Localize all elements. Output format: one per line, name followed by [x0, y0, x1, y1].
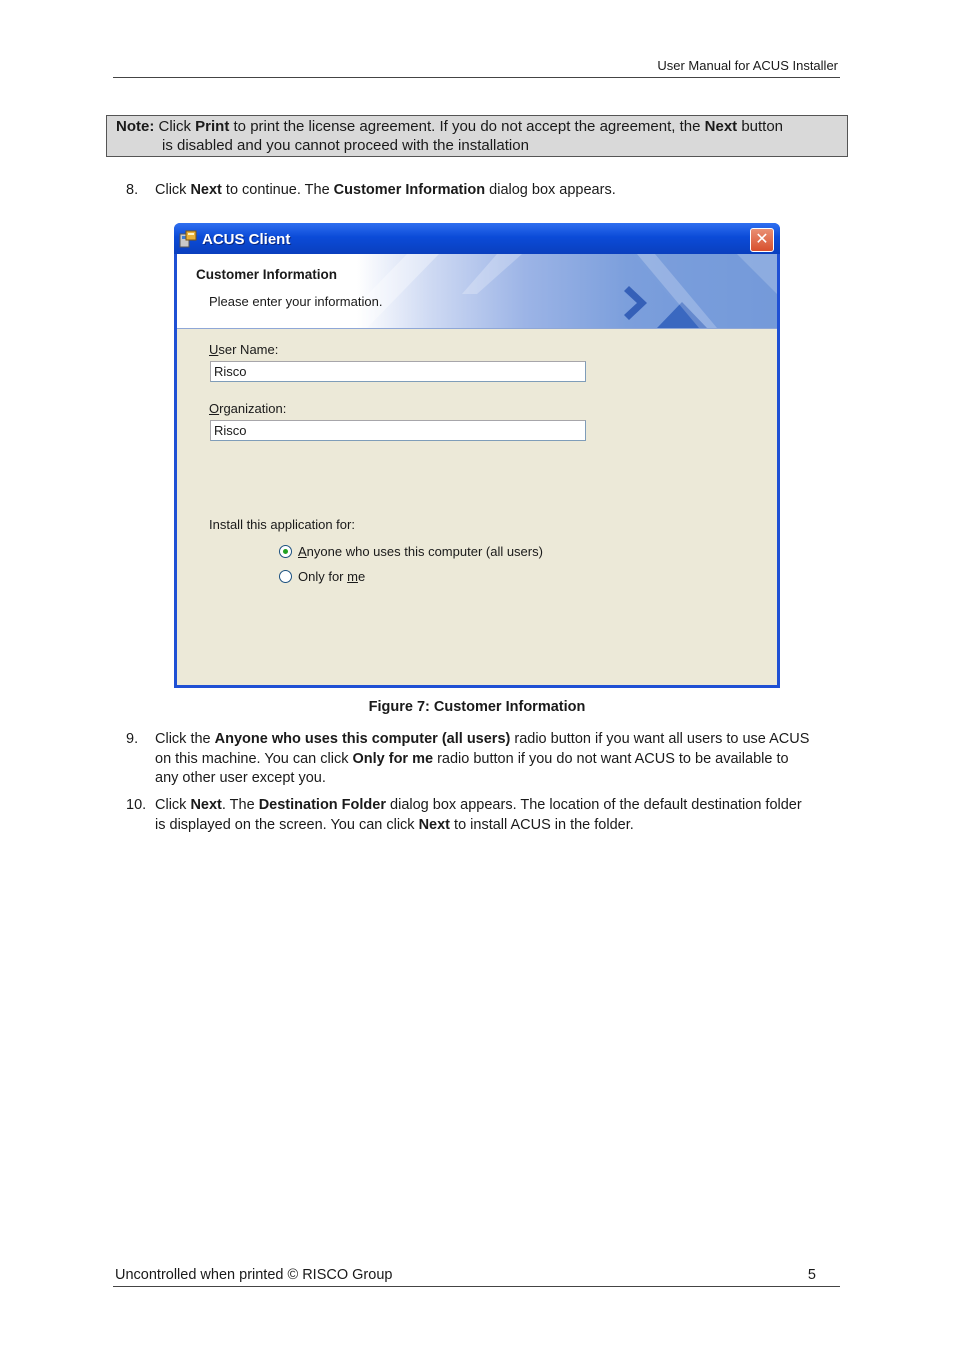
banner-subtitle: Please enter your information.: [209, 294, 383, 309]
close-button[interactable]: [750, 228, 774, 252]
header-title: User Manual for ACUS Installer: [657, 58, 838, 73]
customer-information-dialog: [174, 223, 780, 688]
radio-only-for-me-label: Only for me: [298, 569, 366, 584]
radio-all-users-label: Anyone who uses this computer (all users): [298, 544, 543, 559]
step-text: Click Next to continue. The Customer Information dialog box appears.: [155, 182, 616, 198]
note-line-2: is disabled and you cannot proceed with the installation: [162, 137, 529, 154]
step-text: Click Next. The Destination Folder dialog box appears. The location of the default destination folder is displayed on the screen. You can click Next to install ACUS in the folder.: [155, 797, 802, 833]
organization-input[interactable]: [210, 420, 586, 441]
note-bold: Print: [195, 118, 230, 135]
radio-selected-icon: [279, 545, 292, 558]
user-name-label: User Name:: [209, 342, 279, 357]
install-for-label: Install this application for:: [209, 517, 355, 532]
page-number: 5: [807, 1267, 816, 1283]
step-9: [126, 730, 846, 790]
installer-app-icon: [179, 230, 197, 248]
page-footer: [113, 1266, 840, 1287]
note-text: to print the license agreement. If you do not accept the agreement, the: [229, 118, 705, 135]
dialog-titlebar[interactable]: [174, 223, 780, 254]
step-number: 10.: [126, 797, 147, 813]
dialog-client-area: [177, 254, 777, 685]
step-10: [126, 796, 846, 836]
user-name-value: Risco: [214, 364, 247, 379]
banner-title: Customer Information: [196, 267, 338, 282]
note-bold: Next: [704, 118, 738, 135]
user-name-input[interactable]: [210, 361, 586, 382]
dialog-banner: [177, 254, 777, 329]
footer-copyright: Uncontrolled when printed © RISCO Group: [115, 1267, 393, 1283]
note-text: Click: [154, 118, 196, 135]
radio-unselected-icon: [279, 570, 292, 583]
step-8: [126, 181, 846, 201]
page-header: [113, 57, 840, 78]
step-number: 8.: [126, 182, 139, 198]
close-icon: ✕: [755, 231, 769, 248]
note-box: [106, 115, 848, 157]
step-text: Click the Anyone who uses this computer (all users) radio button if you want all users to use ACUS on this machine. You can click Only for me radio button if you do not want ACUS to be available to any other user except you.: [155, 731, 810, 786]
note-line-1: [116, 118, 783, 136]
step-number: 9.: [126, 731, 139, 747]
banner-graphic: [177, 254, 777, 328]
note-text: button: [737, 118, 784, 135]
note-label: Note:: [116, 118, 155, 135]
organization-label: Organization:: [209, 401, 287, 416]
dialog-title: ACUS Client: [202, 231, 291, 248]
organization-value: Risco: [214, 423, 247, 438]
figure-caption: Figure 7: Customer Information: [368, 699, 586, 715]
